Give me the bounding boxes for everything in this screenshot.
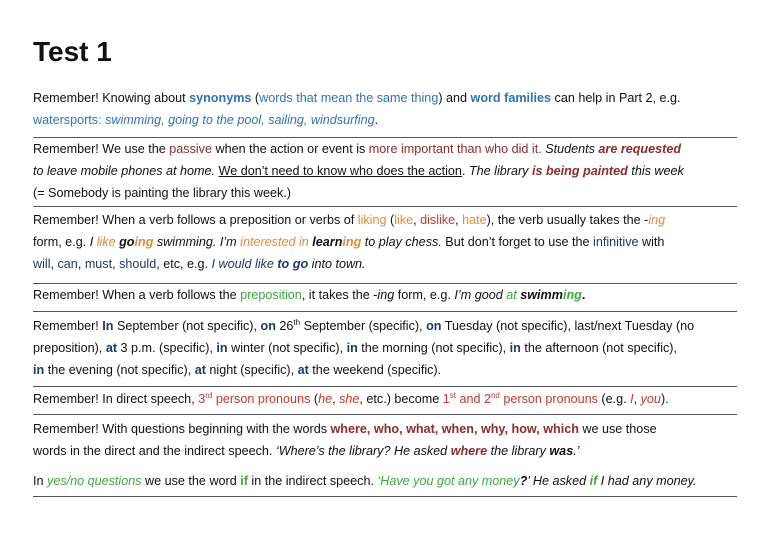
text: , (413, 213, 421, 227)
term-3rd-person: person pronouns (212, 392, 311, 406)
superscript: th (293, 317, 301, 327)
line (33, 337, 737, 359)
divider (33, 496, 737, 497)
example-text: into town. (308, 257, 366, 271)
verb-hate: hate (462, 213, 487, 227)
example-where: where (450, 444, 488, 458)
underlined-rule: We don’t need to know who does the action (218, 164, 462, 178)
text: , etc, e.g. (156, 257, 212, 271)
text: (e.g. (597, 392, 631, 406)
text: , (50, 257, 58, 271)
example-text: I’m (219, 235, 241, 249)
line (33, 160, 737, 182)
pronoun-she: she (339, 392, 360, 406)
text: words in the direct and the indirect speech. (33, 444, 276, 458)
tip-passive (33, 138, 737, 204)
text-and: and (455, 392, 484, 406)
text: Tuesday (not specific), last/next Tuesday (no (441, 319, 695, 333)
example-question: ‘Have you got any money (377, 474, 520, 488)
example-to-go: to go (277, 257, 309, 271)
important-phrase: more important than who did it. (368, 142, 542, 156)
line (33, 209, 737, 231)
example-text: swimming. (153, 235, 217, 249)
prep-at: at (105, 341, 118, 355)
text: Remember! (33, 319, 103, 333)
text: the morning (not specific), (357, 341, 510, 355)
example-ing: ing (342, 235, 362, 249)
superscript: nd (490, 390, 500, 400)
example-text: this week (627, 164, 684, 178)
example-words: swimming, going to the pool, sailing, windsurfing (105, 113, 375, 127)
synonyms-definition: words that mean the same thing (259, 91, 439, 105)
example-text: .’ (573, 444, 580, 458)
ordinal-2: 2 (483, 392, 491, 406)
text: can help in Part 2, e.g. (551, 91, 681, 105)
text: winter (not specific), (227, 341, 347, 355)
prep-in: In (102, 319, 114, 333)
text: 3 p.m. (specific), (117, 341, 217, 355)
text: when the action or event is (211, 142, 369, 156)
verb-dislike: dislike (420, 213, 456, 227)
text: in the indirect speech. (247, 474, 378, 488)
text: , (112, 257, 120, 271)
pronoun-you: you (640, 392, 661, 406)
line (33, 388, 737, 410)
divider (33, 311, 737, 312)
text: Remember! We use the (33, 142, 170, 156)
example-was: was (549, 444, 574, 458)
superscript: rd (205, 390, 213, 400)
text: , (77, 257, 85, 271)
example-swimm: swimm (520, 288, 563, 302)
term-yes-no-questions: yes/no questions (47, 474, 142, 488)
question-mark: ? (519, 474, 528, 488)
text: September (specific), (300, 319, 427, 333)
example-passive: are requested (598, 142, 682, 156)
term-preposition: preposition (240, 288, 302, 302)
example-ing: ing (134, 235, 154, 249)
tip-direct-speech-pronouns (33, 388, 737, 410)
text: ( (386, 213, 395, 227)
text: Remember! When a verb follows a preposition or verbs of (33, 213, 358, 227)
prep-at: at (297, 363, 309, 377)
text: we use those (578, 422, 657, 436)
text: form, e.g. (394, 288, 455, 302)
term-passive: passive (169, 142, 212, 156)
example-text: I would like (211, 257, 278, 271)
term-synonyms: synonyms (189, 91, 252, 105)
text: . (581, 288, 586, 302)
pronoun-i: I (630, 392, 634, 406)
text: 26 (275, 319, 294, 333)
line (33, 284, 737, 306)
line (33, 87, 737, 109)
line (33, 440, 737, 462)
text: , (332, 392, 340, 406)
text: . (374, 113, 379, 127)
prep-in: in (216, 341, 228, 355)
question-words: where, who, what, when, why, how, which (330, 422, 579, 436)
prep-in: in (346, 341, 358, 355)
tip-wh-questions (33, 418, 737, 462)
suffix-ing: ing (377, 288, 395, 302)
example-at: at (506, 288, 517, 302)
divider (33, 414, 737, 415)
text: night (specific), (205, 363, 298, 377)
example-text: to leave mobile phones at home. (33, 164, 216, 178)
text: , etc.) become (359, 392, 443, 406)
line (33, 470, 737, 492)
example-text: to play chess. (361, 235, 442, 249)
line (33, 109, 737, 131)
example-text: I had any money. (597, 474, 697, 488)
line (33, 418, 737, 440)
text: preposition), (33, 341, 106, 355)
text: ) and (438, 91, 471, 105)
text: , (633, 392, 641, 406)
prep-in: in (33, 363, 45, 377)
example-go: go (119, 235, 135, 249)
example-text: The library (468, 164, 532, 178)
example-learn: learn (312, 235, 343, 249)
text: But don’t forget to use the (441, 235, 594, 249)
modal-should: should (119, 257, 157, 271)
example-label: watersports: (33, 113, 106, 127)
term-person-pronouns: person pronouns (499, 392, 598, 406)
text: ( (251, 91, 260, 105)
text: Remember! In direct speech, (33, 392, 199, 406)
text: with (638, 235, 665, 249)
line (33, 253, 737, 275)
modal-will: will (33, 257, 51, 271)
tip-preposition-ing (33, 284, 737, 306)
page-title: Test 1 (33, 36, 112, 67)
prep-on: on (260, 319, 276, 333)
verb-like: like (394, 213, 414, 227)
text: the weekend (specific). (308, 363, 442, 377)
ordinal-1: 1 (442, 392, 450, 406)
ordinal-3: 3 (198, 392, 206, 406)
example-text: I’m good (454, 288, 507, 302)
word-if: if (240, 474, 248, 488)
tip-synonyms (33, 87, 737, 131)
example-passive: is being painted (531, 164, 628, 178)
prep-in: in (509, 341, 521, 355)
line (33, 231, 737, 253)
example-interested-in: interested in (240, 235, 309, 249)
text: form, e.g. (33, 235, 90, 249)
modal-must: must (84, 257, 113, 271)
divider (33, 386, 737, 387)
text: the evening (not specific), (44, 363, 195, 377)
text: Remember! When a verb follows the (33, 288, 241, 302)
pronoun-he: he (318, 392, 333, 406)
term-word-families: word families (470, 91, 552, 105)
line (33, 138, 737, 160)
suffix-ing: ing (648, 213, 666, 227)
divider (33, 206, 737, 207)
example-text: Students (545, 142, 599, 156)
tip-yes-no-questions (33, 470, 737, 492)
example-ing: ing (562, 288, 582, 302)
term-infinitive: infinitive (593, 235, 639, 249)
example-text: I (89, 235, 97, 249)
example-if: if (589, 474, 598, 488)
tip-time-prepositions (33, 315, 737, 381)
term-liking: liking (357, 213, 387, 227)
text: we use the word (141, 474, 241, 488)
text: the afternoon (not specific), (520, 341, 677, 355)
text: In (33, 474, 48, 488)
text: , it takes the - (301, 288, 378, 302)
text: September (not specific), (113, 319, 261, 333)
example-like: like (96, 235, 116, 249)
line (33, 315, 737, 337)
example-text: the library (487, 444, 550, 458)
example-text: ’ He asked (527, 474, 590, 488)
line (33, 182, 737, 204)
text: , (455, 213, 463, 227)
tip-ing-infinitive (33, 209, 737, 275)
prep-at: at (194, 363, 206, 377)
text: ( (310, 392, 319, 406)
text: ), the verb usually takes the - (486, 213, 649, 227)
text: . (461, 164, 469, 178)
text: Remember! With questions beginning with the words (33, 422, 331, 436)
text: (= Somebody is painting the library this week.) (33, 186, 291, 200)
example-text: ‘Where’s the library? He asked (275, 444, 451, 458)
modal-can: can (57, 257, 78, 271)
superscript: st (449, 390, 456, 400)
line (33, 359, 737, 381)
text: ). (660, 392, 669, 406)
prep-on: on (426, 319, 442, 333)
text: Remember! Knowing about (33, 91, 190, 105)
